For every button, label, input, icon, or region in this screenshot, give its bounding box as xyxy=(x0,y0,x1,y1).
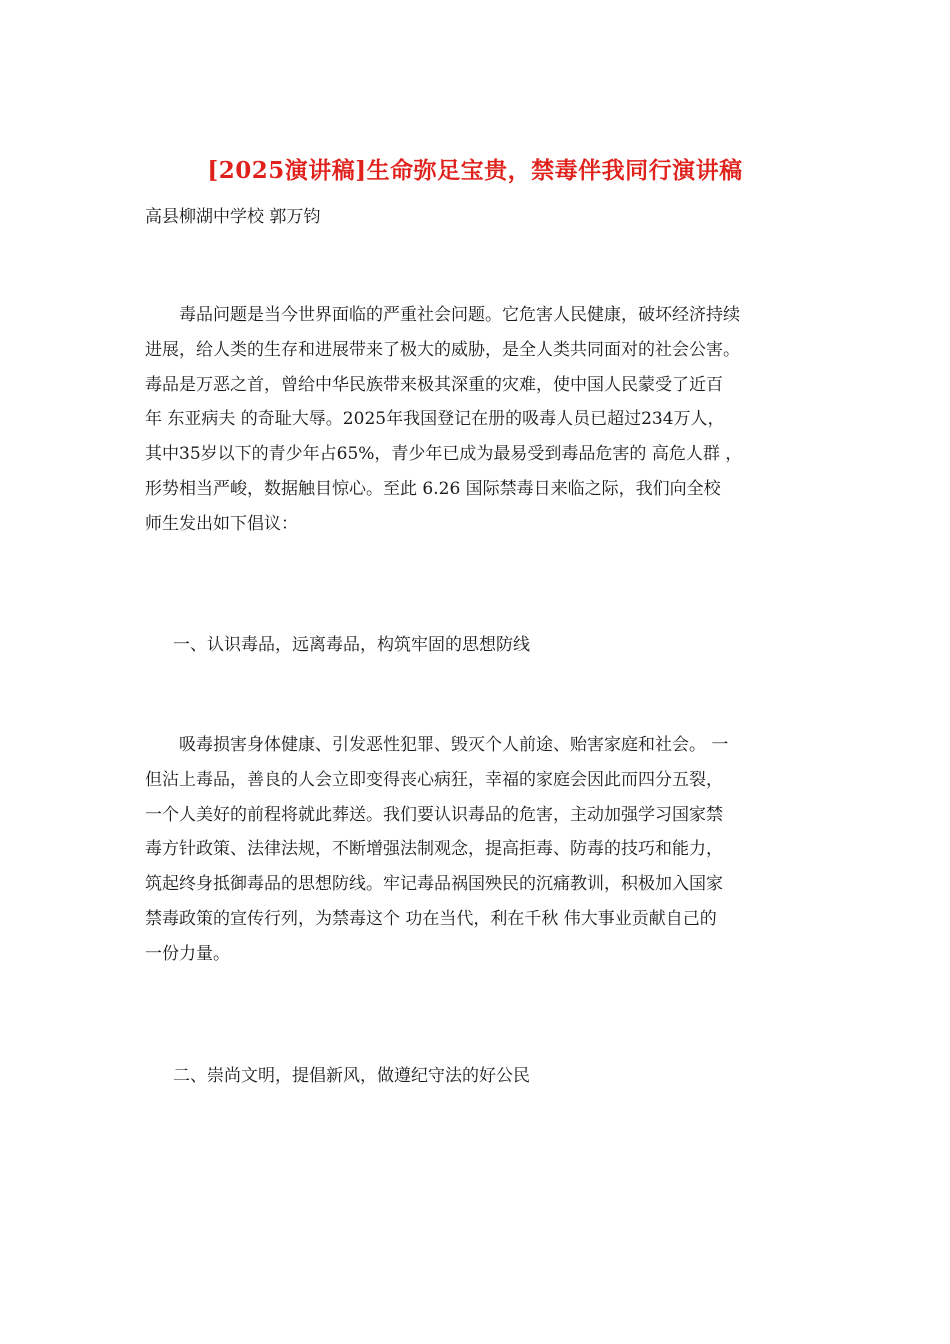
paragraph-line: 其中35岁以下的青少年占65%，青少年已成为最易受到毒品危害的 高危人群 ， xyxy=(145,444,743,465)
paragraph-line: 筑起终身抵御毒品的思想防线。牢记毒品祸国殃民的沉痛教训，积极加入国家 xyxy=(145,874,723,895)
paragraph-line: 一份力量。 xyxy=(145,943,230,964)
paragraph-intro xyxy=(145,298,810,542)
section-heading-1: 一、认识毒品，远离毒品，构筑牢固的思想防线 xyxy=(173,635,530,655)
paragraph-line: 进展，给人类的生存和进展带来了极大的威胁，是全人类共同面对的社会公害。 xyxy=(145,339,740,360)
paragraph-line: 一个人美好的前程将就此葬送。我们要认识毒品的危害，主动加强学习国家禁 xyxy=(145,804,723,825)
paragraph-line: 禁毒政策的宣传行列，为禁毒这个 功在当代，利在千秋 伟大事业贡献自己的 xyxy=(145,908,717,929)
paragraph-line: 吸毒损害身体健康、引发恶性犯罪、毁灭个人前途、贻害家庭和社会。 一 xyxy=(145,735,729,755)
paragraph-line: 年 东亚病夫 的奇耻大辱。2025年我国登记在册的吸毒人员已超过234万人， xyxy=(145,409,725,430)
paragraph-section-1 xyxy=(145,728,810,972)
paragraph-line: 师生发出如下倡议： xyxy=(145,513,298,534)
paragraph-line: 但沾上毒品，善良的人会立即变得丧心病狂，幸福的家庭会因此而四分五裂， xyxy=(145,769,723,790)
document-title: [2025演讲稿]生命弥足宝贵，禁毒伴我同行演讲稿 xyxy=(207,157,743,184)
paragraph-line: 毒品问题是当今世界面临的严重社会问题。它危害人民健康，破坏经济持续 xyxy=(145,305,740,325)
paragraph-line: 毒品是万恶之首，曾给中华民族带来极其深重的灾难，使中国人民蒙受了近百 xyxy=(145,374,723,395)
paragraph-line: 毒方针政策、法律法规，不断增强法制观念，提高拒毒、防毒的技巧和能力， xyxy=(145,839,723,860)
document-author: 高县柳湖中学校 郭万钧 xyxy=(145,207,321,227)
section-heading-2: 二、崇尚文明，提倡新风，做遵纪守法的好公民 xyxy=(173,1066,530,1086)
paragraph-line: 形势相当严峻，数据触目惊心。至此 6.26 国际禁毒日来临之际，我们向全校 xyxy=(145,478,721,499)
